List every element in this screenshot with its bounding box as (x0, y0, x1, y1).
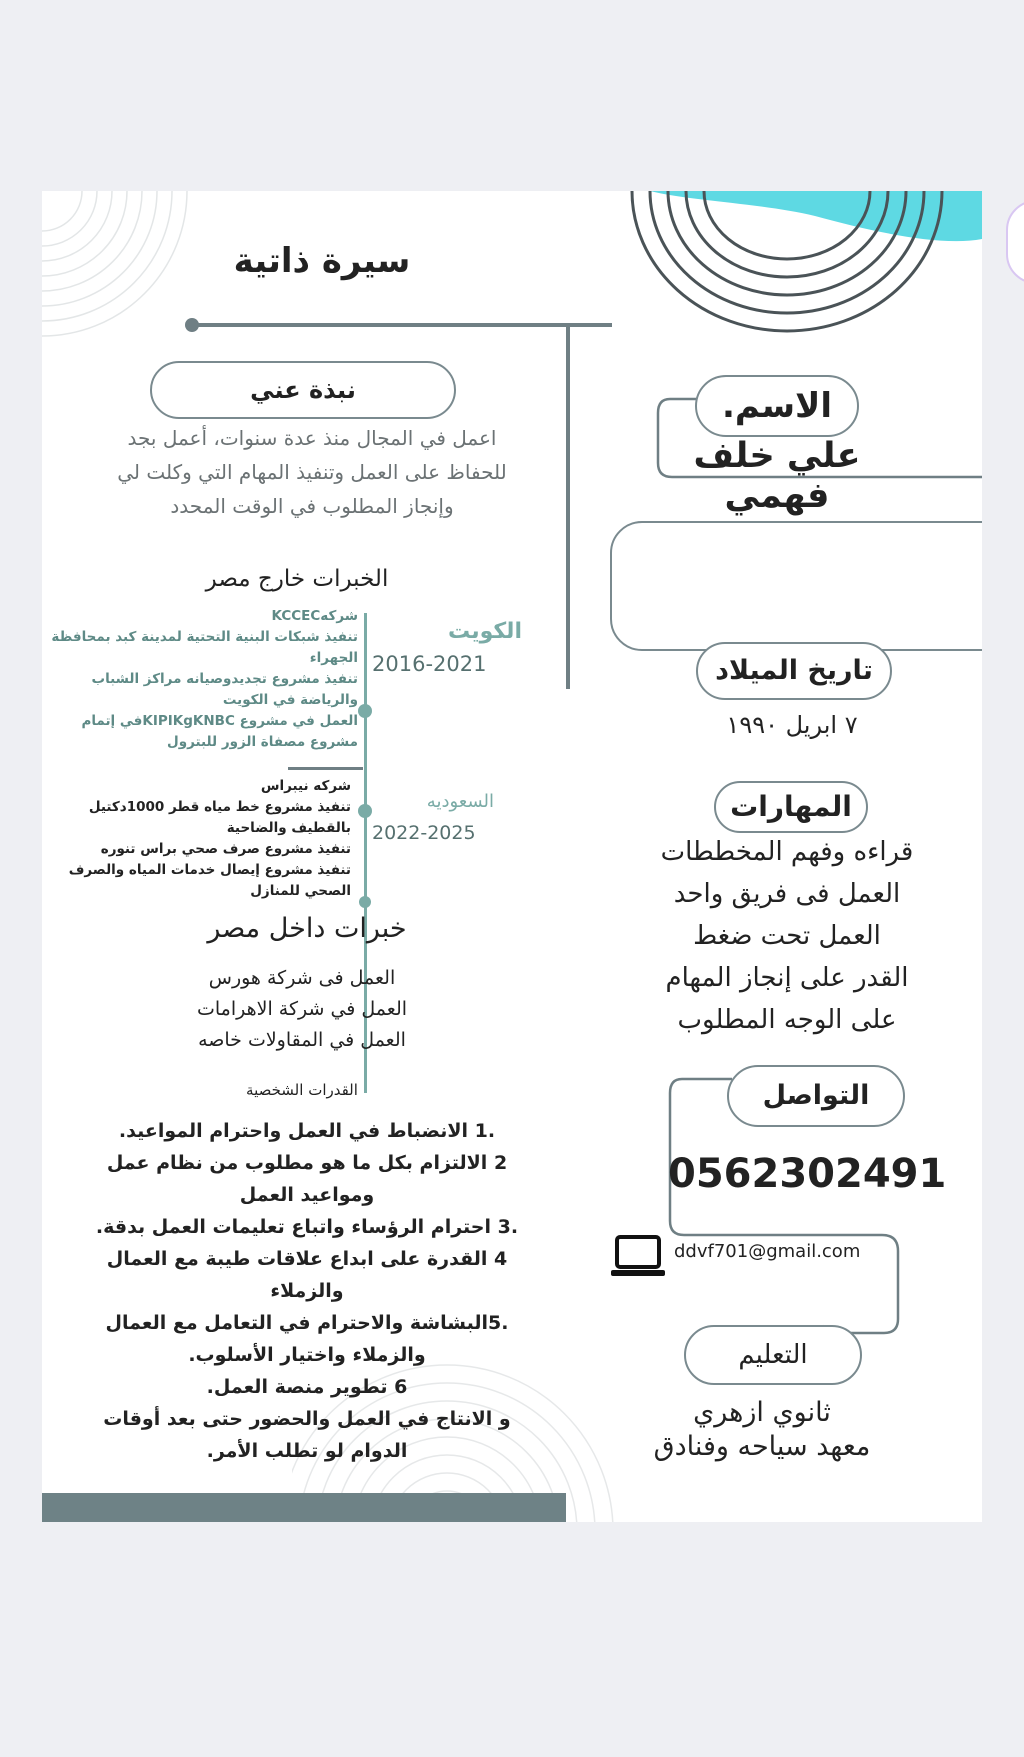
ability-line: ومواعيد العمل (239, 1184, 375, 1206)
about-line: اعمل في المجال منذ عدة سنوات، أعمل بجد (127, 426, 497, 450)
skill-line: على الوجه المطلوب (677, 1005, 897, 1035)
kuwait-years: 2016-2021 (372, 652, 487, 676)
saudi-line: بالقطيف والضاحية (226, 820, 351, 836)
abilities-title: القدرات الشخصية (246, 1081, 358, 1099)
saudi-line: تنفيذ مشروع صرف صحي براس تنوره (100, 841, 351, 857)
inside-line: العمل فى شركة هورس (208, 967, 396, 989)
ability-line: .5البشاشة والاحترام في التعامل مع العمال (105, 1312, 509, 1334)
ability-line: .1 الانضباط في العمل واحترام المواعيد. (118, 1120, 496, 1142)
education-line: معهد سياحه وفنادق (653, 1431, 871, 1462)
saudi-line: الصحي للمنازل (250, 883, 351, 899)
skills-title: المهارات (730, 790, 852, 823)
arcs-decoration-top-left (42, 191, 212, 341)
name-value: علي خلف فهمي (693, 436, 861, 516)
timeline-separator (288, 767, 363, 770)
ability-line: 6 تطوير منصة العمل. (206, 1376, 408, 1398)
contact-phone[interactable]: 0562302491 (668, 1151, 947, 1197)
saudi-line: تنفيذ مشروع خط مياه قطر 1000دكتيل (88, 799, 351, 815)
contact-email[interactable]: ddvf701@gmail.com (674, 1241, 861, 1262)
photo-frame (610, 521, 982, 651)
kuwait-line: تنفيذ شبكات البنية التحتية لمدينة كبد بمحافظة (51, 629, 358, 645)
title-line-horizontal (192, 323, 612, 327)
education-list (622, 1396, 902, 1464)
saudi-country: السعوديه (426, 791, 494, 812)
ability-line: 2 الالتزام بكل ما هو مطلوب من نظام عمل (106, 1152, 508, 1174)
birth-label: تاريخ الميلاد (715, 655, 873, 686)
page-title: سيرة ذاتية (233, 241, 411, 281)
inside-line: العمل في شركة الاهرامات (196, 998, 408, 1020)
saudi-details (42, 776, 351, 902)
skill-line: القدر على إنجاز المهام (665, 963, 909, 993)
kuwait-line: العمل في مشروع KIPIKgKNBCفي إتمام (81, 713, 358, 729)
education-title: التعليم (738, 1340, 808, 1370)
about-line: وإنجاز المطلوب في الوقت المحدد (170, 494, 454, 518)
kuwait-country: الكويت (448, 619, 522, 644)
laptop-icon (609, 1234, 669, 1280)
inside-list (152, 963, 452, 1056)
ability-line: .3 احترام الرؤساء واتباع تعليمات العمل بدقة. (95, 1216, 519, 1238)
education-line: ثانوي ازهري (693, 1397, 831, 1428)
kuwait-line: مشروع مصفاة الزور للبترول (167, 734, 358, 750)
skill-line: العمل فى فريق واحد (673, 879, 901, 909)
contact-title: التواصل (762, 1080, 870, 1111)
skills-list (622, 831, 952, 1041)
kuwait-line: والرياضة في الكويت (222, 692, 358, 708)
about-line: للحفاظ على العمل وتنفيذ المهام التي وكلت لي (117, 460, 507, 484)
birth-value: ٧ ابريل ١٩٩٠ (726, 711, 858, 739)
skills-pill (714, 781, 868, 833)
skill-line: قراءه وفهم المخططات (660, 837, 914, 867)
kuwait-details (42, 606, 358, 753)
ability-line: 4 القدرة على ابداع علاقات طيبة مع العمال (106, 1248, 508, 1270)
inside-line: العمل في المقاولات خاصه (198, 1029, 406, 1051)
arcs-decoration-top-right (610, 191, 982, 341)
title-line-vertical (566, 323, 570, 689)
birth-label-pill (696, 642, 892, 700)
timeline-dot-end (359, 896, 371, 908)
contact-pill (727, 1065, 905, 1127)
about-pill (150, 361, 456, 419)
saudi-line: شركه نيبراس (260, 778, 351, 794)
abilities-list (62, 1115, 552, 1467)
ability-line: والزملاء واختيار الأسلوب. (188, 1344, 426, 1366)
ability-line: و الانتاج في العمل والحضور حتى بعد أوقات (103, 1408, 511, 1430)
saudi-years: 2022-2025 (372, 822, 476, 844)
about-title: نبذة عني (250, 376, 356, 404)
name-label-pill (695, 375, 859, 437)
timeline-dot-saudi (358, 804, 372, 818)
kuwait-line: تنفيذ مشروع تجديدوصيانه مراكز الشباب (91, 671, 358, 687)
saudi-line: تنفيذ مشروع إيصال خدمات المياه والصرف (68, 862, 351, 878)
kuwait-line: الجهراء (309, 650, 358, 666)
timeline-dot-kuwait (358, 704, 372, 718)
chat-bubble-icon[interactable] (1006, 200, 1024, 284)
education-pill (684, 1325, 862, 1385)
cv-page (42, 191, 982, 1522)
ability-line: والزملاء (270, 1280, 344, 1302)
kuwait-line: شركهKCCEC (271, 608, 358, 624)
inside-title: خبرات داخل مصر (207, 913, 407, 944)
footer-bar (42, 1493, 566, 1522)
ability-line: الدوام لو تطلب الأمر. (206, 1440, 408, 1462)
about-text (82, 421, 542, 523)
skill-line: العمل تحت ضغط (693, 921, 881, 951)
abroad-title: الخبرات خارج مصر (205, 566, 389, 592)
name-label: الاسم. (722, 386, 832, 426)
